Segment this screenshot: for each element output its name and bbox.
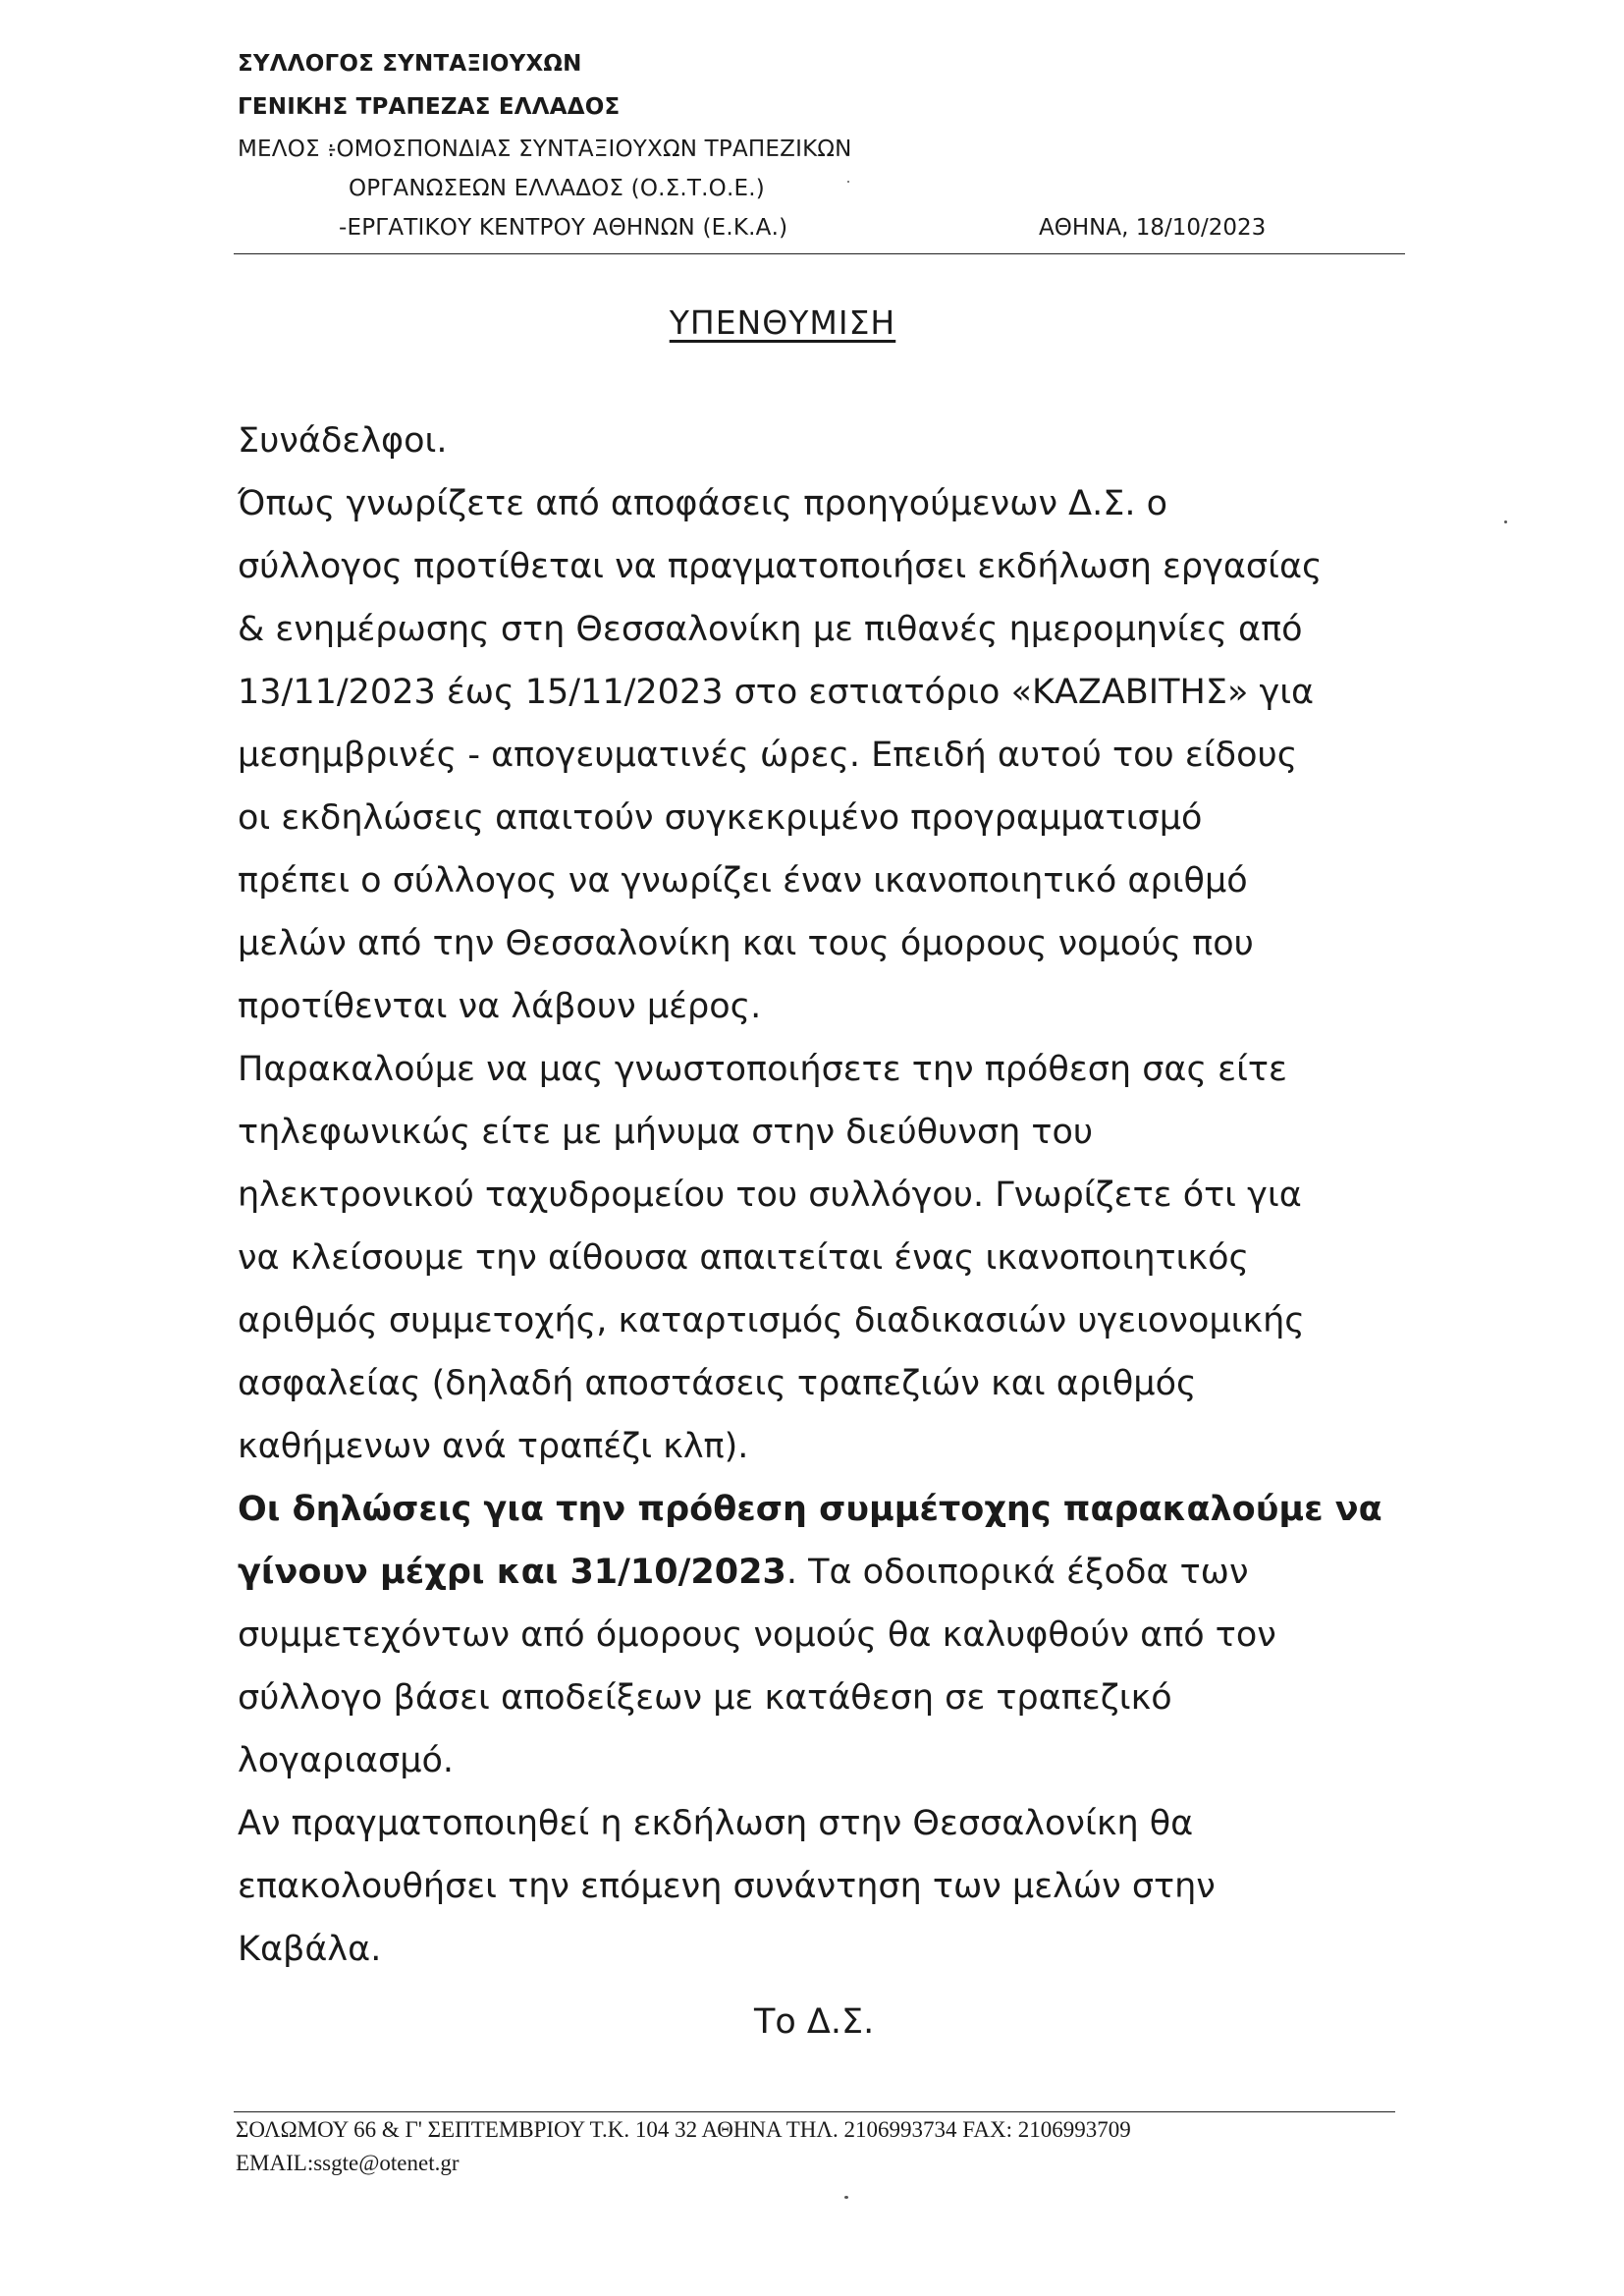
body-line: & ενημέρωσης στη Θεσσαλονίκη με πιθανές ημερομηνίες από [238, 610, 1303, 649]
footer-address: ΣΟΛΩΜΟΥ 66 & Γ' ΣΕΠΤΕΜΒΡΙΟΥ Τ.Κ. 104 32 ΑΘΗΝΑ ΤΗΛ. 2106993734 FAX: 2106993709 [236, 2117, 1131, 2142]
org-name-line-2: ΓΕΝΙΚΗΣ ΤΡΑΠΕΖΑΣ ΕΛΛΑΔΟΣ [238, 94, 621, 120]
scan-speck [1504, 520, 1507, 523]
body-line: ηλεκτρονικού ταχυδρομείου του συλλόγου. Γνωρίζετε ότι για [238, 1175, 1302, 1215]
body-line: ασφαλείας (δηλαδή αποστάσεις τραπεζιών και αριθμός [238, 1364, 1197, 1403]
body-line: μεσημβρινές - απογευματινές ώρες. Επειδή αυτού του είδους [238, 736, 1298, 775]
page-title [0, 303, 1624, 342]
footer-email: EMAIL:ssgte@otenet.gr [236, 2151, 460, 2175]
body-line: μελών από την Θεσσαλονίκη και τους όμορους νομούς που [238, 924, 1254, 963]
letter-date: ΑΘΗΝΑ, 18/10/2023 [1039, 215, 1267, 241]
member-line-3: -ΕΡΓΑΤΙΚΟΥ ΚΕΝΤΡΟΥ ΑΘΗΝΩΝ (Ε.Κ.Α.) [339, 215, 788, 241]
footer-divider [234, 2111, 1395, 2112]
signature: Το Δ.Σ. [754, 2002, 875, 2042]
deadline-notice: Οι δηλώσεις για την πρόθεση συμμέτοχης παρακαλούμε να [238, 1490, 1382, 1529]
body-line: λογαριασμό. [238, 1741, 455, 1780]
scan-speck [847, 181, 849, 183]
body-line: προτίθενται να λάβουν μέρος. [238, 987, 762, 1026]
body-line: Παρακαλούμε να μας γνωστοποιήσετε την πρόθεση σας είτε [238, 1050, 1287, 1089]
body-line-rest: . Τα οδοιπορικά έξοδα των [785, 1553, 1249, 1592]
body-line: καθήμενων ανά τραπέζι κλπ). [238, 1427, 749, 1466]
deadline-date: γίνουν μέχρι και 31/10/2023 [238, 1553, 786, 1592]
body-line: συμμετεχόντων από όμορους νομούς θα καλυφθούν από τον [238, 1615, 1276, 1655]
body-line: Αν πραγματοποιηθεί η εκδήλωση στην Θεσσαλονίκη θα [238, 1804, 1194, 1843]
page-title-text: ΥΠΕΝΘΥΜΙΣΗ [669, 303, 896, 342]
body-line: επακολουθήσει την επόμενη συνάντηση των μελών στην [238, 1867, 1216, 1906]
body-line [238, 1553, 1249, 1592]
body-line: Καβάλα. [238, 1930, 382, 1969]
body-line: τηλεφωνικώς είτε με μήνυμα στην διεύθυνση του [238, 1113, 1094, 1152]
header-divider [234, 253, 1405, 254]
body-line: σύλλογος προτίθεται να πραγματοποιήσει εκδήλωση εργασίας [238, 547, 1323, 586]
body-line: οι εκδηλώσεις απαιτούν συγκεκριμένο προγραμματισμό [238, 798, 1203, 838]
body-line: να κλείσουμε την αίθουσα απαιτείται ένας ικανοποιητικός [238, 1238, 1250, 1278]
scan-speck [844, 2196, 848, 2199]
member-line-1: -ΟΜΟΣΠΟΝΔΙΑΣ ΣΥΝΤΑΞΙΟΥΧΩΝ ΤΡΑΠΕΖΙΚΩΝ [328, 137, 852, 162]
body-line: σύλλογο βάσει αποδείξεων με κατάθεση σε τραπεζικό [238, 1678, 1172, 1718]
body-line: αριθμός συμμετοχής, καταρτισμός διαδικασιών υγειονομικής [238, 1301, 1305, 1340]
member-label: ΜΕΛΟΣ : [238, 137, 336, 162]
org-name-line-1: ΣΥΛΛΟΓΟΣ ΣΥΝΤΑΞΙΟΥΧΩΝ [238, 51, 582, 77]
body-line: Όπως γνωρίζετε από αποφάσεις προηγούμενων Δ.Σ. ο [238, 484, 1168, 523]
body-line: 13/11/2023 έως 15/11/2023 στο εστιατόριο «ΚΑΖΑΒΙΤΗΣ» για [238, 673, 1315, 712]
salutation: Συνάδελφοι. [238, 421, 448, 461]
member-line-2: ΟΡΓΑΝΩΣΕΩΝ ΕΛΛΑΔΟΣ (Ο.Σ.Τ.Ο.Ε.) [349, 176, 765, 201]
body-line: πρέπει ο σύλλογος να γνωρίζει έναν ικανοποιητικό αριθμό [238, 861, 1248, 901]
